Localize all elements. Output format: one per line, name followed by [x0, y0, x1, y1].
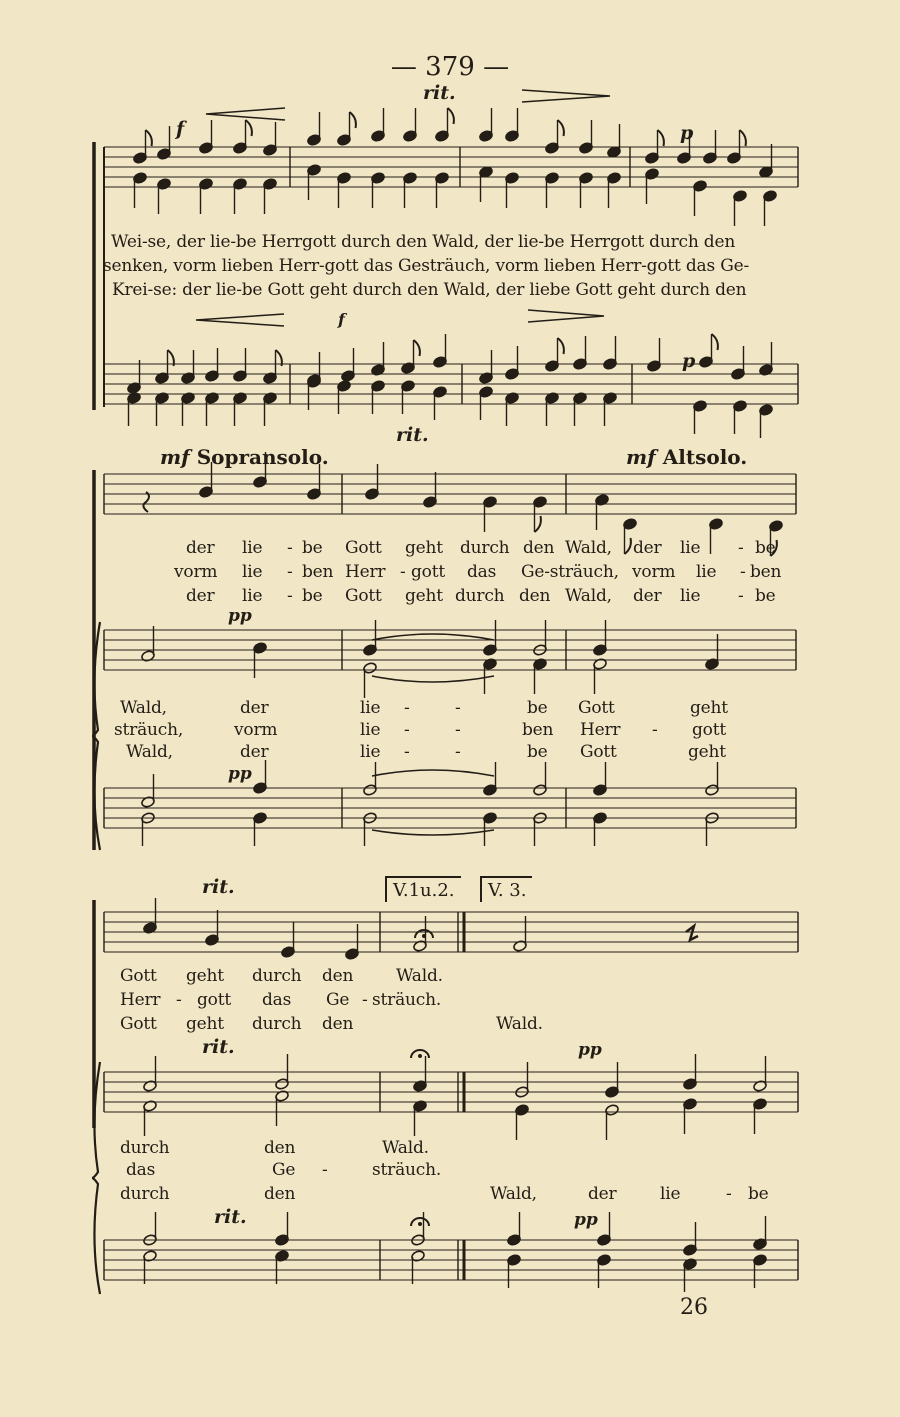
note-flag [448, 108, 454, 124]
page-number: — 379 — [390, 52, 510, 82]
fermata-dot [422, 934, 426, 938]
lyric-syllable: sträuch, [114, 720, 184, 740]
lyric-syllable: geht [690, 698, 728, 718]
lyric-syllable: geht [186, 966, 224, 986]
note-flag [712, 334, 718, 350]
lyric-syllable: Wald. [396, 966, 443, 986]
lyric-syllable: be [748, 1184, 769, 1204]
tie [372, 634, 494, 640]
lyric-syllable: lie [696, 562, 717, 582]
note-flag [146, 130, 152, 146]
lyric-syllable: geht [405, 538, 443, 558]
lyric-syllable: geht [688, 742, 726, 762]
lyric-syllable: der [186, 538, 215, 558]
lyric-syllable: - [738, 586, 744, 606]
lyric-syllable: der [240, 742, 269, 762]
lyric-syllable: Wald. [382, 1138, 429, 1158]
note-flag [658, 130, 664, 146]
lyric-syllable: gott [692, 720, 726, 740]
lyric-syllable: gott [197, 990, 231, 1010]
lyric-syllable: der [186, 586, 215, 606]
lyric-syllable: Gott [345, 538, 382, 558]
alto-solo-label: mf Altsolo. [626, 445, 748, 469]
lyric-syllable: Gott [578, 698, 615, 718]
lyric-syllable: durch [252, 1014, 302, 1034]
fermata-dot [418, 1054, 422, 1058]
lyric-syllable: - [738, 538, 744, 558]
note-flag [246, 120, 252, 136]
lyric-syllable: Wald. [496, 1014, 543, 1034]
lyric-syllable: be [302, 586, 323, 606]
lyric-syllable: be [302, 538, 323, 558]
lyric-syllable: be [755, 538, 776, 558]
lyric-syllable: Wald, [565, 586, 612, 606]
pp-marking-2: pp [228, 764, 252, 784]
lyric-syllable: den [322, 966, 354, 986]
lyric-syllable: sträuch. [372, 990, 442, 1010]
lyric-syllable: - [652, 720, 658, 740]
lyric-syllable: - [404, 720, 410, 740]
lyric-syllable: Gott [120, 1014, 157, 1034]
lyric-syllable: Herr [120, 990, 161, 1010]
lyric-syllable: Ge [272, 1160, 296, 1180]
lyric-syllable: den [264, 1138, 296, 1158]
lyric-syllable: - [362, 990, 368, 1010]
pp-marking-1: pp [228, 606, 252, 626]
lyric-syllable: lie [660, 1184, 681, 1204]
lyric-syllable: - [726, 1184, 732, 1204]
lyric-syllable: ben [522, 720, 554, 740]
lyric-syllable: be [755, 586, 776, 606]
pp-marking-3: pp [578, 1040, 602, 1060]
rit-marking-3: rit. [202, 876, 235, 898]
volta-3: V. 3. [480, 876, 532, 902]
note-flag [558, 120, 564, 136]
rit-marking-4: rit. [202, 1036, 235, 1058]
lyric-syllable: Gott [580, 742, 617, 762]
decrescendo-hairpin [528, 310, 604, 322]
lyric-syllable: Gott [345, 586, 382, 606]
lyric-syllable: geht [186, 1014, 224, 1034]
lyric-syllable: sträuch. [372, 1160, 442, 1180]
lyric-syllable: lie [360, 698, 381, 718]
lyric-line-3: Krei-se: der lie-be Gott geht durch den Wald, der liebe Gott geht durch den [112, 280, 747, 300]
lyric-syllable: ben [750, 562, 782, 582]
lyric-syllable: - [287, 562, 293, 582]
lyric-line-1: Wei-se, der lie-be Herrgott durch den Wald, der lie-be Herrgott durch den [111, 232, 736, 252]
crescendo-hairpin [206, 108, 285, 120]
tie [372, 676, 494, 682]
lyric-syllable: - [455, 742, 461, 762]
lyric-syllable: durch [120, 1184, 170, 1204]
lyric-syllable: den [264, 1184, 296, 1204]
decrescendo-hairpin [522, 90, 610, 102]
lyric-syllable: der [633, 586, 662, 606]
note-flag [625, 538, 631, 554]
lyric-syllable: durch [460, 538, 510, 558]
tie [372, 770, 494, 776]
lyric-syllable: lie [242, 538, 263, 558]
piano-marking-2: p [682, 350, 696, 372]
rit-marking-5: rit. [214, 1206, 247, 1228]
note-flag [414, 340, 420, 356]
lyric-syllable: der [633, 538, 662, 558]
pp-marking-4: pp [574, 1210, 598, 1230]
lyric-line-2: senken, vorm lieben Herr-gott das Gesträuch, vorm lieben Herr-gott das Ge- [103, 256, 749, 276]
note-flag [535, 516, 541, 532]
lyric-syllable: der [240, 698, 269, 718]
rit-marking-1: rit. [423, 82, 456, 104]
lyric-syllable: - [287, 538, 293, 558]
lyric-syllable: - [455, 720, 461, 740]
lyric-syllable: das [467, 562, 497, 582]
lyric-syllable: durch [455, 586, 505, 606]
lyric-syllable: lie [242, 562, 263, 582]
quarter-rest [686, 926, 698, 940]
note-flag [350, 112, 356, 128]
lyric-syllable: gott [411, 562, 445, 582]
fermata-dot [418, 1222, 422, 1226]
lyric-syllable: - [400, 562, 406, 582]
lyric-syllable: - [287, 586, 293, 606]
crescendo-hairpin [196, 314, 284, 326]
signature-number: 26 [680, 1295, 708, 1320]
lyric-syllable: der [588, 1184, 617, 1204]
lyric-syllable: ben [302, 562, 334, 582]
lyric-syllable: das [262, 990, 292, 1010]
lyric-syllable: Ge-sträuch, [521, 562, 619, 582]
lyric-syllable: Wald, [120, 698, 167, 718]
note-flag [740, 130, 746, 146]
lyric-syllable: Herr [345, 562, 386, 582]
lyric-syllable: - [176, 990, 182, 1010]
lyric-syllable: Wald, [490, 1184, 537, 1204]
volta-1-2: V.1u.2. [385, 876, 461, 902]
lyric-syllable: lie [680, 586, 701, 606]
lyric-syllable: Ge [326, 990, 350, 1010]
lyric-syllable: Gott [120, 966, 157, 986]
forte-marking: f [176, 118, 185, 140]
lyric-syllable: - [455, 698, 461, 718]
piano-marking-1: p [680, 122, 694, 144]
lyric-syllable: lie [360, 742, 381, 762]
rit-marking-2: rit. [396, 424, 429, 446]
lyric-syllable: vorm [632, 562, 676, 582]
lyric-syllable: be [527, 698, 548, 718]
quarter-rest [143, 492, 149, 512]
soprano-solo-label: mf Sopransolo. [160, 445, 329, 469]
lyric-syllable: das [126, 1160, 156, 1180]
lyric-syllable: - [322, 1160, 328, 1180]
lyric-syllable: lie [242, 586, 263, 606]
lyric-syllable: be [527, 742, 548, 762]
lyric-syllable: den [523, 538, 555, 558]
note-flag [558, 338, 564, 354]
forte-marking-2: f [338, 310, 345, 329]
lyric-syllable: durch [252, 966, 302, 986]
lyric-syllable: vorm [234, 720, 278, 740]
lyric-syllable: durch [120, 1138, 170, 1158]
lyric-syllable: geht [405, 586, 443, 606]
lyric-syllable: den [519, 586, 551, 606]
lyric-syllable: - [404, 742, 410, 762]
tie [372, 830, 494, 835]
lyric-syllable: Wald, [126, 742, 173, 762]
lyric-syllable: Wald, [565, 538, 612, 558]
lyric-syllable: - [404, 698, 410, 718]
lyric-syllable: lie [680, 538, 701, 558]
lyric-syllable: vorm [174, 562, 218, 582]
lyric-syllable: - [740, 562, 746, 582]
lyric-syllable: lie [360, 720, 381, 740]
lyric-syllable: Herr [580, 720, 621, 740]
lyric-syllable: den [322, 1014, 354, 1034]
